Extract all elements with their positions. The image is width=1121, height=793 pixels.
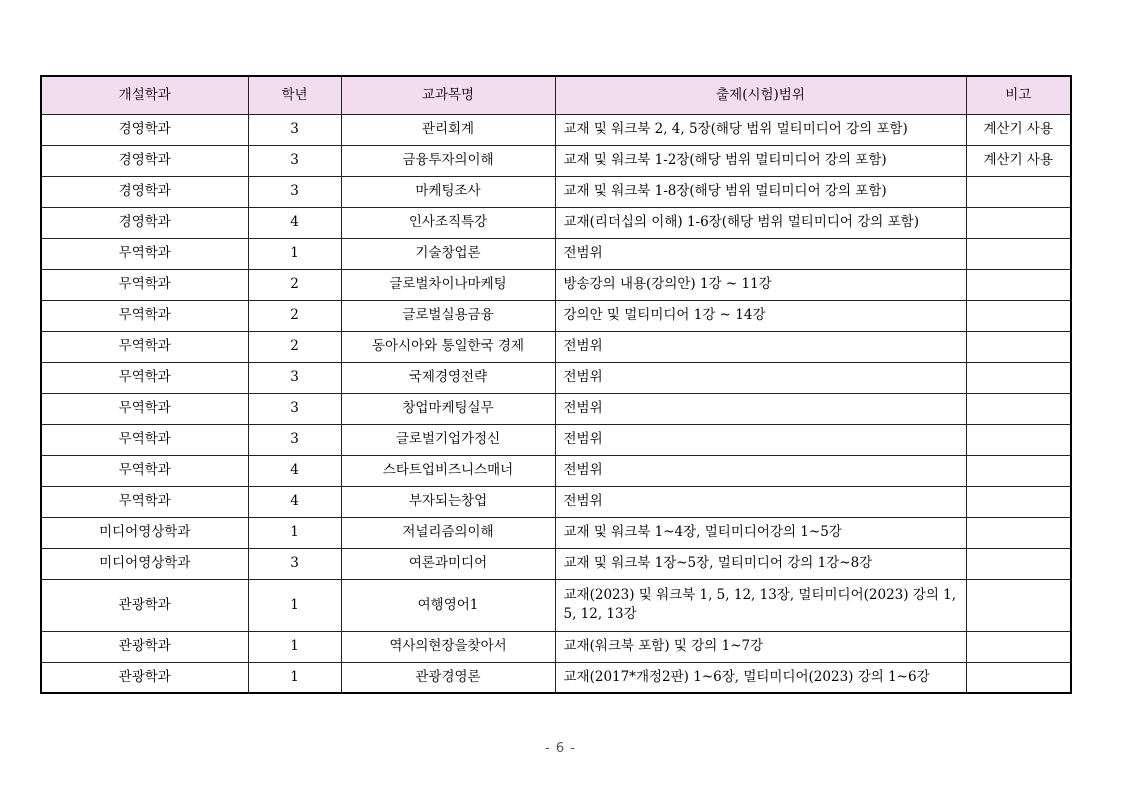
cell-exam-scope: 전범위	[555, 331, 966, 362]
cell-grade: 1	[248, 517, 341, 548]
cell-remarks	[966, 362, 1071, 393]
cell-department: 무역학과	[41, 362, 248, 393]
cell-department: 관광학과	[41, 631, 248, 662]
cell-course-name: 여행영어1	[341, 579, 555, 631]
table-header-row	[41, 76, 1071, 114]
cell-course-name: 기술창업론	[341, 238, 555, 269]
table-row	[41, 269, 1071, 300]
cell-remarks	[966, 662, 1071, 693]
cell-remarks	[966, 207, 1071, 238]
cell-remarks: 계산기 사용	[966, 114, 1071, 145]
table-row	[41, 393, 1071, 424]
cell-exam-scope: 전범위	[555, 362, 966, 393]
cell-grade: 3	[248, 176, 341, 207]
table-row	[41, 207, 1071, 238]
table-row	[41, 300, 1071, 331]
table-row	[41, 362, 1071, 393]
cell-department: 무역학과	[41, 424, 248, 455]
cell-exam-scope: 교재(워크북 포함) 및 강의 1~7강	[555, 631, 966, 662]
cell-department: 무역학과	[41, 393, 248, 424]
cell-department: 경영학과	[41, 145, 248, 176]
cell-grade: 2	[248, 300, 341, 331]
cell-course-name: 국제경영전략	[341, 362, 555, 393]
cell-remarks	[966, 269, 1071, 300]
table-row	[41, 424, 1071, 455]
cell-grade: 3	[248, 362, 341, 393]
cell-course-name: 동아시아와 통일한국 경제	[341, 331, 555, 362]
table-row	[41, 238, 1071, 269]
cell-course-name: 창업마케팅실무	[341, 393, 555, 424]
cell-exam-scope: 교재 및 워크북 1-2장(해당 범위 멀티미디어 강의 포함)	[555, 145, 966, 176]
cell-exam-scope: 전범위	[555, 424, 966, 455]
cell-course-name: 역사의현장을찾아서	[341, 631, 555, 662]
cell-grade: 1	[248, 631, 341, 662]
header-remarks: 비고	[966, 76, 1071, 114]
header-grade: 학년	[248, 76, 341, 114]
cell-remarks	[966, 455, 1071, 486]
cell-grade: 1	[248, 238, 341, 269]
cell-exam-scope: 교재(리더십의 이해) 1-6장(해당 범위 멀티미디어 강의 포함)	[555, 207, 966, 238]
cell-course-name: 금융투자의이해	[341, 145, 555, 176]
cell-remarks	[966, 331, 1071, 362]
cell-exam-scope: 교재 및 워크북 1-8장(해당 범위 멀티미디어 강의 포함)	[555, 176, 966, 207]
table-row	[41, 579, 1071, 631]
cell-department: 미디어영상학과	[41, 517, 248, 548]
cell-remarks	[966, 517, 1071, 548]
header-exam-scope: 출제(시험)범위	[555, 76, 966, 114]
table-row	[41, 517, 1071, 548]
cell-remarks	[966, 300, 1071, 331]
table-row	[41, 176, 1071, 207]
cell-remarks	[966, 631, 1071, 662]
page-number: - 6 -	[545, 741, 576, 756]
cell-exam-scope: 강의안 및 멀티미디어 1강 ~ 14강	[555, 300, 966, 331]
table-row	[41, 455, 1071, 486]
cell-department: 경영학과	[41, 176, 248, 207]
cell-course-name: 마케팅조사	[341, 176, 555, 207]
table-row	[41, 548, 1071, 579]
cell-exam-scope: 교재(2017*개정2판) 1~6장, 멀티미디어(2023) 강의 1~6강	[555, 662, 966, 693]
cell-grade: 1	[248, 662, 341, 693]
cell-course-name: 글로벌실용금융	[341, 300, 555, 331]
cell-exam-scope: 전범위	[555, 393, 966, 424]
cell-grade: 4	[248, 207, 341, 238]
cell-remarks	[966, 424, 1071, 455]
cell-department: 관광학과	[41, 579, 248, 631]
cell-grade: 3	[248, 114, 341, 145]
cell-grade: 4	[248, 455, 341, 486]
cell-remarks	[966, 176, 1071, 207]
cell-grade: 3	[248, 393, 341, 424]
cell-department: 무역학과	[41, 238, 248, 269]
cell-department: 경영학과	[41, 114, 248, 145]
table-row	[41, 331, 1071, 362]
cell-grade: 1	[248, 579, 341, 631]
cell-exam-scope: 교재 및 워크북 2, 4, 5장(해당 범위 멀티미디어 강의 포함)	[555, 114, 966, 145]
cell-exam-scope: 전범위	[555, 455, 966, 486]
cell-remarks	[966, 579, 1071, 631]
cell-course-name: 스타트업비즈니스매너	[341, 455, 555, 486]
cell-department: 관광학과	[41, 662, 248, 693]
exam-scope-table	[40, 75, 1072, 694]
cell-exam-scope: 전범위	[555, 486, 966, 517]
cell-exam-scope: 전범위	[555, 238, 966, 269]
cell-department: 무역학과	[41, 455, 248, 486]
table-row	[41, 145, 1071, 176]
cell-course-name: 여론과미디어	[341, 548, 555, 579]
cell-department: 경영학과	[41, 207, 248, 238]
cell-grade: 3	[248, 424, 341, 455]
cell-department: 무역학과	[41, 269, 248, 300]
cell-exam-scope: 교재(2023) 및 워크북 1, 5, 12, 13장, 멀티미디어(2023) 강의 1, 5, 12, 13강	[555, 579, 966, 631]
cell-course-name: 저널리즘의이해	[341, 517, 555, 548]
header-course-name: 교과목명	[341, 76, 555, 114]
header-department: 개설학과	[41, 76, 248, 114]
cell-exam-scope: 교재 및 워크북 1장~5장, 멀티미디어 강의 1강~8강	[555, 548, 966, 579]
cell-grade: 2	[248, 331, 341, 362]
cell-exam-scope: 방송강의 내용(강의안) 1강 ~ 11강	[555, 269, 966, 300]
cell-remarks: 계산기 사용	[966, 145, 1071, 176]
cell-grade: 4	[248, 486, 341, 517]
cell-department: 무역학과	[41, 331, 248, 362]
cell-remarks	[966, 393, 1071, 424]
cell-grade: 2	[248, 269, 341, 300]
table-row	[41, 486, 1071, 517]
cell-course-name: 관리회계	[341, 114, 555, 145]
cell-course-name: 인사조직특강	[341, 207, 555, 238]
cell-remarks	[966, 486, 1071, 517]
cell-department: 무역학과	[41, 300, 248, 331]
cell-course-name: 글로벌차이나마케팅	[341, 269, 555, 300]
cell-remarks	[966, 238, 1071, 269]
cell-exam-scope: 교재 및 워크북 1~4장, 멀티미디어강의 1~5강	[555, 517, 966, 548]
cell-department: 무역학과	[41, 486, 248, 517]
cell-course-name: 글로벌기업가정신	[341, 424, 555, 455]
table-row	[41, 631, 1071, 662]
cell-grade: 3	[248, 145, 341, 176]
table-row	[41, 114, 1071, 145]
cell-grade: 3	[248, 548, 341, 579]
table-row	[41, 662, 1071, 693]
cell-department: 미디어영상학과	[41, 548, 248, 579]
cell-course-name: 부자되는창업	[341, 486, 555, 517]
cell-remarks	[966, 548, 1071, 579]
cell-course-name: 관광경영론	[341, 662, 555, 693]
